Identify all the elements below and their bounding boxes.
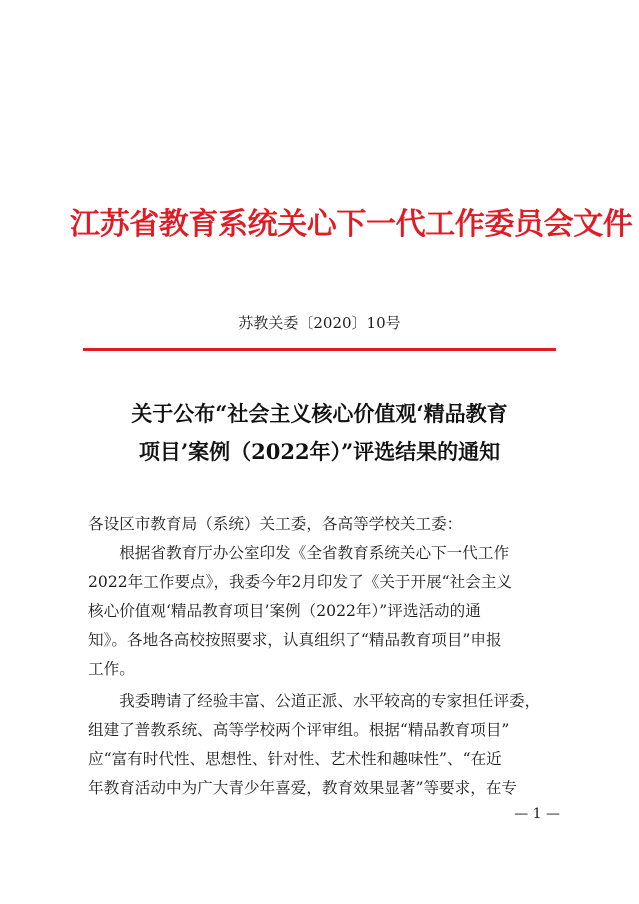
document-body <box>88 510 560 803</box>
paragraph-1-line-4: 知》。各地各高校按照要求，认真组织了“精品教育项目”申报 <box>88 631 502 649</box>
paragraph-2-line-3: 应“富有时代性、思想性、针对性、艺术性和趣味性”、“在近 <box>88 750 502 768</box>
page-number: — 1 — <box>514 806 560 822</box>
paragraph-1-line-3: 核心价值观‘精品教育项目’案例（2022年）”评选活动的通 <box>88 602 481 620</box>
paragraph-2-line-2: 组建了普教系统、高等学校两个评审组。根据“精品教育项目” <box>88 721 510 739</box>
red-divider-line <box>83 348 556 351</box>
title-line-1: 关于公布“社会主义核心价值观‘精品教育 <box>131 401 508 426</box>
paragraph-1-line-1: 根据省教育厅办公室印发《全省教育系统关心下一代工作 <box>88 544 510 562</box>
document-number: 苏教关委〔2020〕10号 <box>238 314 401 332</box>
paragraph-2-line-1: 我委聘请了经验丰富、公道正派、水平较高的专家担任评委， <box>88 692 541 710</box>
paragraph-1-line-2: 2022年工作要点》，我委今年2月印发了《关于开展“社会主义 <box>88 573 513 591</box>
paragraph-1-line-5: 工作。 <box>88 660 135 678</box>
notice-title <box>76 395 563 471</box>
salutation: 各设区市教育局（系统）关工委，各高等学校关工委： <box>88 515 463 533</box>
paragraph-2-line-4: 年教育活动中为广大青少年喜爱，教育效果显著”等要求，在专 <box>88 779 518 797</box>
agency-header: 江苏省教育系统关心下一代工作委员会文件 <box>70 207 633 242</box>
title-line-2: 项目’案例（2022年）”评选结果的通知 <box>138 439 501 464</box>
